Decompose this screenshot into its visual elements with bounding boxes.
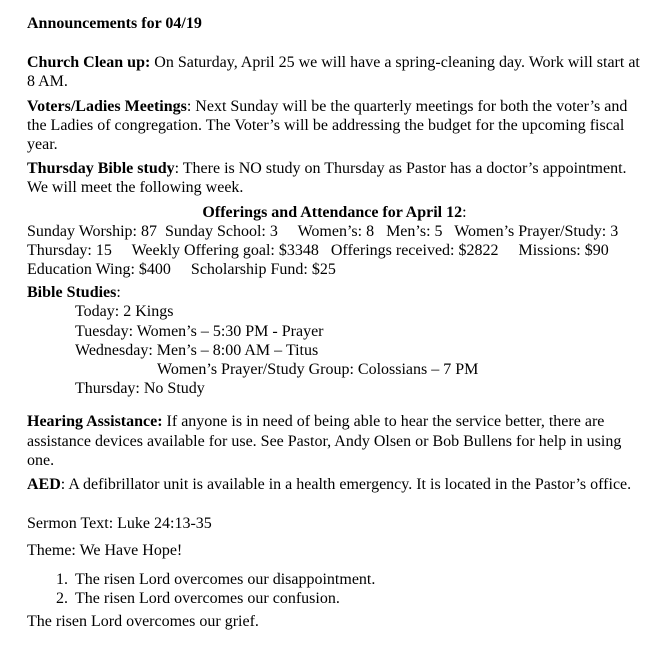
- aed-label: AED: [27, 475, 61, 493]
- offerings-line-giving: Thursday: 15 Weekly Offering goal: $3348 Offerings received: $2822 Missions: $90: [27, 241, 609, 259]
- announcement-church-clean-up-label: Church Clean up:: [27, 54, 151, 72]
- bible-study-item-thursday: Thursday: No Study: [75, 380, 205, 398]
- offerings-heading-colon: :: [462, 203, 467, 221]
- bible-study-item-today: Today: 2 Kings: [75, 303, 174, 321]
- theme-line: Theme: We Have Hope!: [27, 542, 183, 560]
- sermon-point-1: 1. The risen Lord overcomes our disappointment.: [72, 570, 642, 589]
- offerings-line-funds: Education Wing: $400 Scholarship Fund: $25: [27, 261, 336, 279]
- offerings-heading-text: Offerings and Attendance for April 12: [202, 203, 463, 221]
- sermon-point-2: 2. The risen Lord overcomes our confusion.: [72, 589, 642, 608]
- sermon-text-line: Sermon Text: Luke 24:13-35: [27, 515, 212, 533]
- hearing-assistance-label: Hearing Assistance:: [27, 413, 163, 431]
- bible-study-item-wednesday: Wednesday: Men’s – 8:00 AM – Titus: [75, 341, 319, 359]
- bible-studies-block: [27, 283, 642, 398]
- hearing-assistance-paragraph: [27, 412, 642, 470]
- announcement-thursday-bible-study: [27, 159, 642, 197]
- announcement-church-clean-up-text: On Saturday, April 25 we will have a spring-cleaning day. Work will start at 8 AM.: [27, 54, 640, 91]
- bible-study-item-tuesday: Tuesday: Women’s – 5:30 PM - Prayer: [75, 322, 324, 340]
- bible-studies-heading: [27, 283, 642, 302]
- announcement-thursday-bible-study-text: : There is NO study on Thursday as Pastor has a doctor’s appointment. We will meet the following week.: [27, 160, 627, 197]
- bible-studies-heading-colon: :: [116, 284, 121, 302]
- page-title: Announcements for 04/19: [27, 15, 202, 32]
- announcement-thursday-bible-study-label: Thursday Bible study: [27, 160, 175, 178]
- offerings-attendance-block: [27, 203, 642, 280]
- aed-paragraph: [27, 475, 642, 494]
- offerings-heading: [27, 203, 642, 222]
- announcement-voters-ladies-meetings-text: : Next Sunday will be the quarterly meetings for both the voter’s and the Ladies of congregation. The Voter’s will be addressing the budget for the upcoming fiscal year.: [27, 97, 628, 153]
- announcement-church-clean-up: [27, 53, 642, 91]
- offerings-line-attendance: Sunday Worship: 87 Sunday School: 3 Women’s: 8 Men’s: 5 Women’s Prayer/Study: 3: [27, 222, 619, 240]
- sermon-points-list: [27, 570, 642, 608]
- announcement-voters-ladies-meetings: [27, 97, 642, 155]
- bible-studies-heading-text: Bible Studies: [27, 284, 117, 302]
- announcement-voters-ladies-meetings-label: Voters/Ladies Meetings: [27, 97, 187, 115]
- hearing-assistance-text: If anyone is in need of being able to hear the service better, there are assistance devices available for use. See Pastor, Andy Olsen or Bob Bullens for help in using one.: [27, 413, 622, 469]
- bible-study-item-womens-prayer-group: Women’s Prayer/Study Group: Colossians – 7 PM: [157, 361, 479, 378]
- aed-text: : A defibrillator unit is available in a health emergency. It is located in the Pastor’s office.: [60, 475, 632, 493]
- closing-line: The risen Lord overcomes our grief.: [27, 612, 259, 630]
